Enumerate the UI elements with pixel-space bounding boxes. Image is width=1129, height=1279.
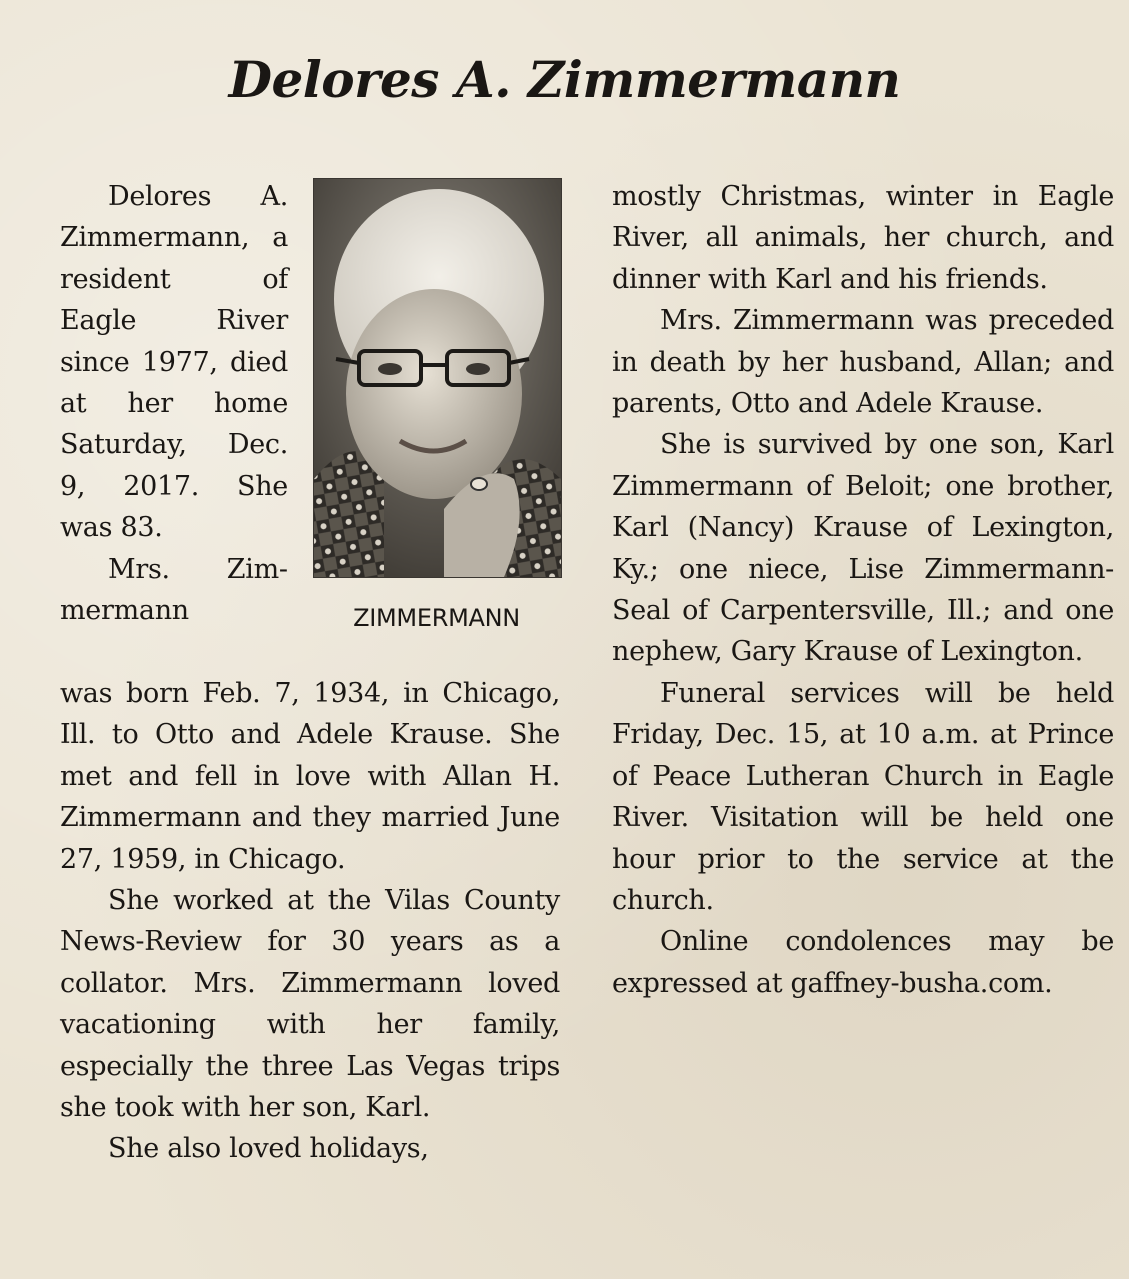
paragraph-work: She worked at the Vilas County News-Review for 30 years as a collator. Mrs. Zimmermann loved vacationing with her family, especially the three Las Vegas trips she took with her son, Karl. xyxy=(60,885,560,1124)
photo-caption: ZIMMERMANN xyxy=(353,604,520,632)
paragraph-birth-start: Mrs. Zimmermann xyxy=(60,553,288,627)
paragraph-condolences: Online condolences may be expressed at gaffney-busha.com. xyxy=(612,926,1114,999)
left-column-top xyxy=(60,176,288,631)
paragraph-holidays-cont: mostly Christmas, winter in Eagle River, all animals, her church, and dinner with Karl and his friends. xyxy=(612,181,1114,295)
portrait-image xyxy=(314,179,561,577)
right-column xyxy=(612,176,1114,1004)
paragraph-survived: She is survived by one son, Karl Zimmermann of Beloit; one brother, Karl (Nancy) Krause of Lexington, Ky.; one niece, Lise Zimmermann-Seal of Carpentersville, Ill.; and one nephew, Gary Krause of Lexington. xyxy=(612,429,1114,668)
paragraph-intro: Delores A. Zimmermann, a resident of Eagle River since 1977, died at her home Saturday, Dec. 9, 2017. She was 83. xyxy=(60,181,288,544)
paragraph-preceded: Mrs. Zimmermann was preceded in death by her husband, Allan; and parents, Otto and Adele Krause. xyxy=(612,305,1114,420)
paragraph-holidays-start: She also loved holidays, xyxy=(108,1133,429,1165)
portrait-photo xyxy=(313,178,562,578)
left-column-bottom xyxy=(60,673,560,1170)
obituary-headline: Delores A. Zimmermann xyxy=(228,50,901,109)
paragraph-funeral: Funeral services will be held Friday, Dec. 15, at 10 a.m. at Prince of Peace Lutheran Church in Eagle River. Visitation will be held one hour prior to the service at the church. xyxy=(612,677,1114,916)
paragraph-birth: was born Feb. 7, 1934, in Chicago, Ill. to Otto and Adele Krause. She met and fell in love with Allan H. Zimmermann and they married June 27, 1959, in Chicago. xyxy=(60,678,560,875)
